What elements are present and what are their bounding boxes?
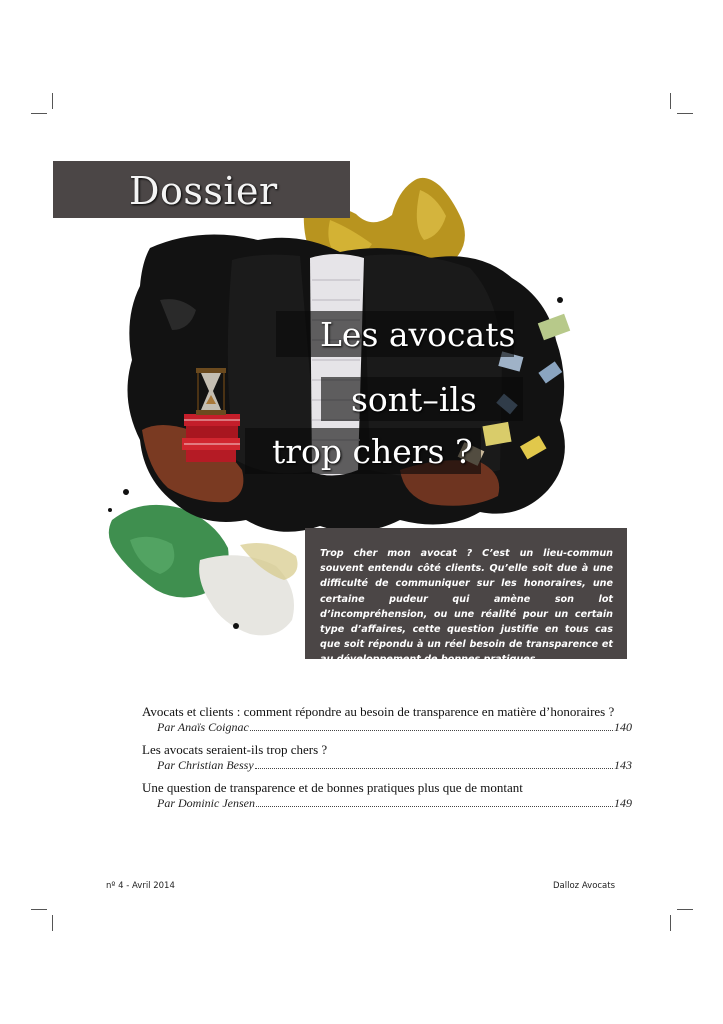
- toc-item-author-line: [142, 758, 632, 773]
- toc-item-author: Par Anaïs Coignac: [157, 720, 249, 734]
- toc-item-title: Une question de transparence et de bonnes pratiques plus que de montant: [142, 780, 523, 795]
- table-of-contents: [142, 704, 632, 818]
- footer-publication: Dalloz Avocats: [553, 881, 616, 891]
- toc-item-page: 149: [614, 796, 632, 810]
- toc-item: [142, 704, 632, 735]
- toc-item-title: Avocats et clients : comment répondre au besoin de transparence en matière d’honoraires ?: [142, 704, 615, 719]
- title-line-2: [321, 377, 523, 421]
- footer-issue: nº 4 - Avril 2014: [106, 881, 175, 891]
- toc-dot-leader: [256, 806, 613, 807]
- toc-dot-leader: [255, 768, 613, 769]
- title-line-1: [276, 311, 514, 357]
- toc-item-author-line: [142, 720, 632, 735]
- toc-item: [142, 780, 632, 811]
- intro-box: [305, 528, 627, 666]
- toc-item-author-line: [142, 796, 632, 811]
- toc-item-page: 143: [614, 758, 632, 772]
- title-line-1-text: Les avocats: [320, 315, 516, 354]
- title-line-2-text: sont–ils: [351, 380, 477, 419]
- title-line-3: [245, 428, 481, 474]
- intro-text: Trop cher mon avocat ? C’est un lieu-commun souvent entendu côté clients. Qu’elle soit due à une difficulté de communiquer sur les honoraires, une certaine pudeur qui amène son lot d’incompréhension, ou une réalité pour un certain type d’affaires, cette question justifie en tous cas que soit répondu à un réel besoin de transparence et au développement de bonnes pratiques.: [320, 548, 613, 666]
- toc-item-page: 140: [614, 720, 632, 734]
- toc-item-title: Les avocats seraient-ils trop chers ?: [142, 742, 328, 757]
- dossier-banner: [53, 161, 350, 218]
- toc-item: [142, 742, 632, 773]
- toc-item-author: Par Christian Bessy: [157, 758, 254, 772]
- toc-item-author: Par Dominic Jensen: [157, 796, 255, 810]
- red-books: [182, 414, 240, 462]
- title-line-3-text: trop chers ?: [272, 432, 473, 471]
- toc-dot-leader: [250, 730, 613, 731]
- dossier-label: Dossier: [129, 169, 278, 213]
